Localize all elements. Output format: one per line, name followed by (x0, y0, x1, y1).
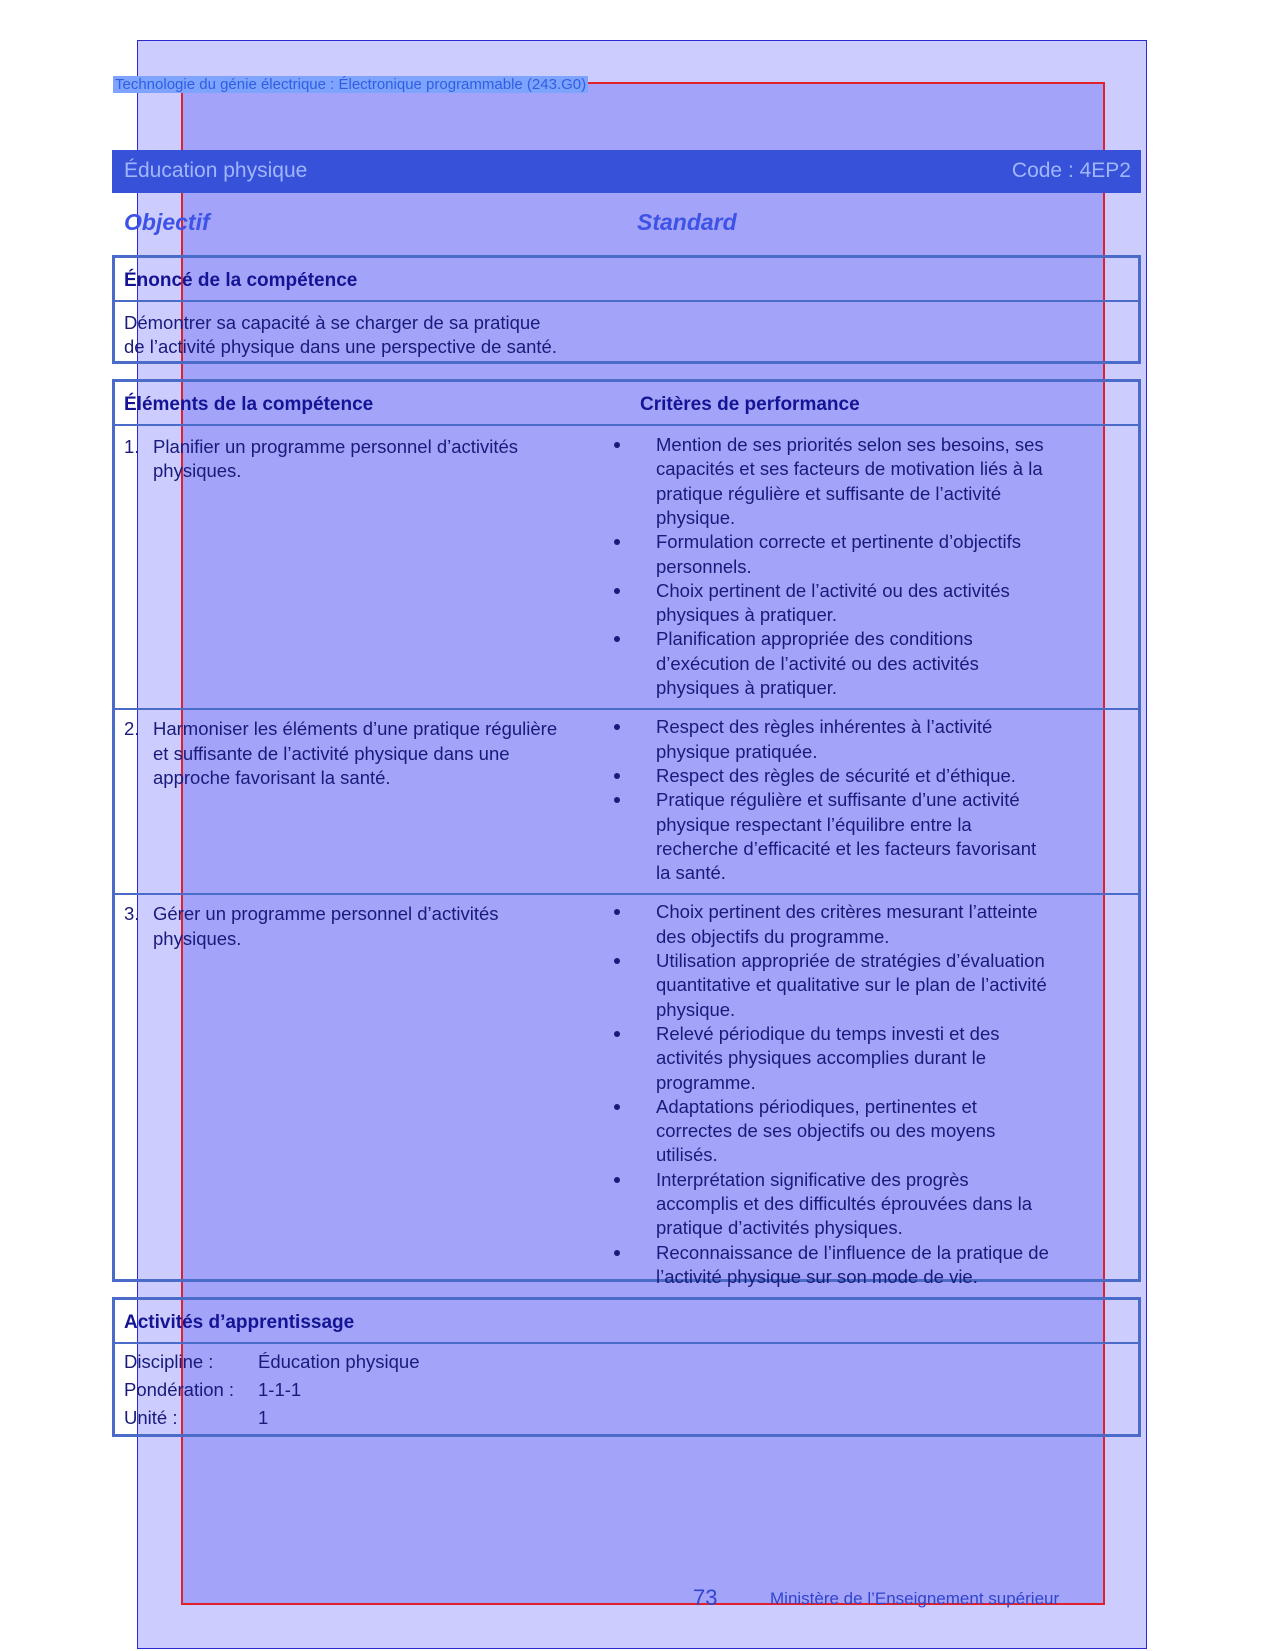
element-text-line: physiques. (153, 927, 242, 949)
criterion-text-line: physique pratiquée. (656, 740, 818, 762)
criterion-bullet (614, 1177, 620, 1183)
criterion-text-line: quantitative et qualitative sur le plan de l’activité (656, 974, 1047, 996)
criterion-text-line: Respect des règles inhérentes à l’activité (656, 716, 993, 738)
unit-value: 1 (258, 1407, 269, 1428)
course-code: Code : 4EP2 (1011, 159, 1131, 182)
discipline-value: Éducation physique (258, 1351, 420, 1372)
criterion-bullet (614, 636, 620, 642)
criterion-text-line: Planification appropriée des conditions (656, 628, 973, 650)
criterion-text-line: pratique d’activités physiques. (656, 1217, 903, 1239)
criterion-text-line: Choix pertinent de l’activité ou des activités (656, 579, 1010, 601)
criterion-text-line: Reconnaissance de l’influence de la pratique de (656, 1241, 1049, 1263)
criterion-text-line: des objectifs du programme. (656, 925, 890, 947)
page-number: 73 (693, 1585, 718, 1610)
element-text-line: approche favorisant la santé. (153, 766, 391, 788)
element-text-line: Harmoniser les éléments d’une pratique régulière (153, 718, 558, 740)
criterion-text-line: la santé. (656, 862, 726, 884)
row-divider (115, 893, 1138, 895)
criterion-text-line: accomplis et des difficultés éprouvées dans la (656, 1193, 1033, 1214)
criterion-text-line: Relevé périodique du temps investi et des (656, 1022, 1000, 1044)
elements-box (112, 379, 1141, 1287)
element-number: 1. (124, 436, 140, 457)
criterion-text-line: programme. (656, 1071, 756, 1093)
criterion-text-line: Mention de ses priorités selon ses besoins, ses (656, 434, 1044, 455)
criterion-text-line: Choix pertinent des critères mesurant l’atteinte (656, 901, 1038, 923)
criterion-bullet (614, 1250, 620, 1256)
unit-label: Unité : (124, 1407, 178, 1428)
weighting-value: 1-1-1 (258, 1379, 302, 1400)
criterion-bullet (614, 724, 620, 730)
course-title: Éducation physique (124, 159, 308, 182)
criterion-bullet (614, 442, 620, 448)
discipline-label: Discipline : (124, 1351, 214, 1372)
criterion-text-line: physiques à pratiquer. (656, 677, 838, 698)
objective-heading: Objectif (124, 209, 210, 235)
activities-header-row (115, 1300, 1138, 1344)
criterion-bullet (614, 1104, 620, 1110)
criterion-bullet (614, 797, 620, 803)
row-divider (115, 708, 1138, 710)
statement-header-row (115, 258, 1138, 302)
activities-box (112, 1297, 1141, 1437)
elements-header-row (115, 382, 1138, 426)
footer-organization: Ministère de l’Enseignement supérieur (770, 1589, 1060, 1608)
running-header: Technologie du génie électrique : Électronique programmable (243.G0) (115, 76, 587, 93)
statement-label: Énoncé de la compétence (124, 270, 358, 291)
statement-box (112, 255, 1141, 364)
criterion-bullet (614, 773, 620, 779)
criterion-text-line: physique. (656, 506, 736, 528)
criterion-text-line: Respect des règles de sécurité et d’éthique. (656, 764, 1016, 786)
criterion-text-line: Interprétation significative des progrès (656, 1168, 969, 1190)
criterion-bullet (614, 958, 620, 964)
criterion-text-line: activités physiques accomplies durant le (656, 1047, 987, 1069)
criteria-label: Critères de performance (640, 394, 860, 415)
criterion-text-line: physique respectant l’équilibre entre la (656, 813, 972, 835)
criterion-text-line: l’activité physique sur son mode de vie. (656, 1265, 978, 1287)
criterion-text-line: pratique régulière et suffisante de l’activité (656, 482, 1002, 504)
standard-heading: Standard (637, 209, 737, 235)
criterion-bullet (614, 588, 620, 594)
element-text-line: Gérer un programme personnel d’activités (153, 903, 499, 925)
element-text-line: physiques. (153, 460, 242, 482)
criterion-text-line: Pratique régulière et suffisante d’une activité (656, 789, 1020, 811)
elements-label: Éléments de la compétence (124, 394, 374, 415)
criterion-bullet (614, 539, 620, 545)
statement-line: Démontrer sa capacité à se charger de sa pratique (124, 312, 541, 333)
criterion-bullet (614, 1031, 620, 1037)
activities-label: Activités d’apprentissage (124, 1312, 355, 1333)
criterion-text-line: utilisés. (656, 1144, 718, 1166)
statement-line: de l’activité physique dans une perspective de santé. (124, 336, 557, 357)
criterion-text-line: personnels. (656, 555, 752, 577)
criterion-text-line: physique. (656, 998, 736, 1020)
criterion-text-line: recherche d’efficacité et les facteurs favorisant (656, 837, 1037, 859)
criterion-text-line: Adaptations périodiques, pertinentes et (656, 1095, 977, 1117)
criterion-text-line: Utilisation appropriée de stratégies d’évaluation (656, 950, 1045, 971)
criterion-bullet (614, 909, 620, 915)
criterion-text-line: correctes de ses objectifs ou des moyens (656, 1120, 996, 1142)
title-bar (112, 150, 1141, 193)
weighting-label: Pondération : (124, 1379, 235, 1400)
criterion-text-line: Formulation correcte et pertinente d’objectifs (656, 531, 1022, 553)
criterion-text-line: d’exécution de l’activité ou des activités (656, 652, 979, 674)
criterion-text-line: physiques à pratiquer. (656, 604, 838, 626)
element-text-line: Planifier un programme personnel d’activités (153, 436, 519, 457)
element-number: 2. (124, 718, 140, 740)
element-text-line: et suffisante de l’activité physique dans une (153, 742, 510, 764)
element-number: 3. (124, 903, 140, 925)
criterion-text-line: capacités et ses facteurs de motivation liés à la (656, 458, 1043, 480)
